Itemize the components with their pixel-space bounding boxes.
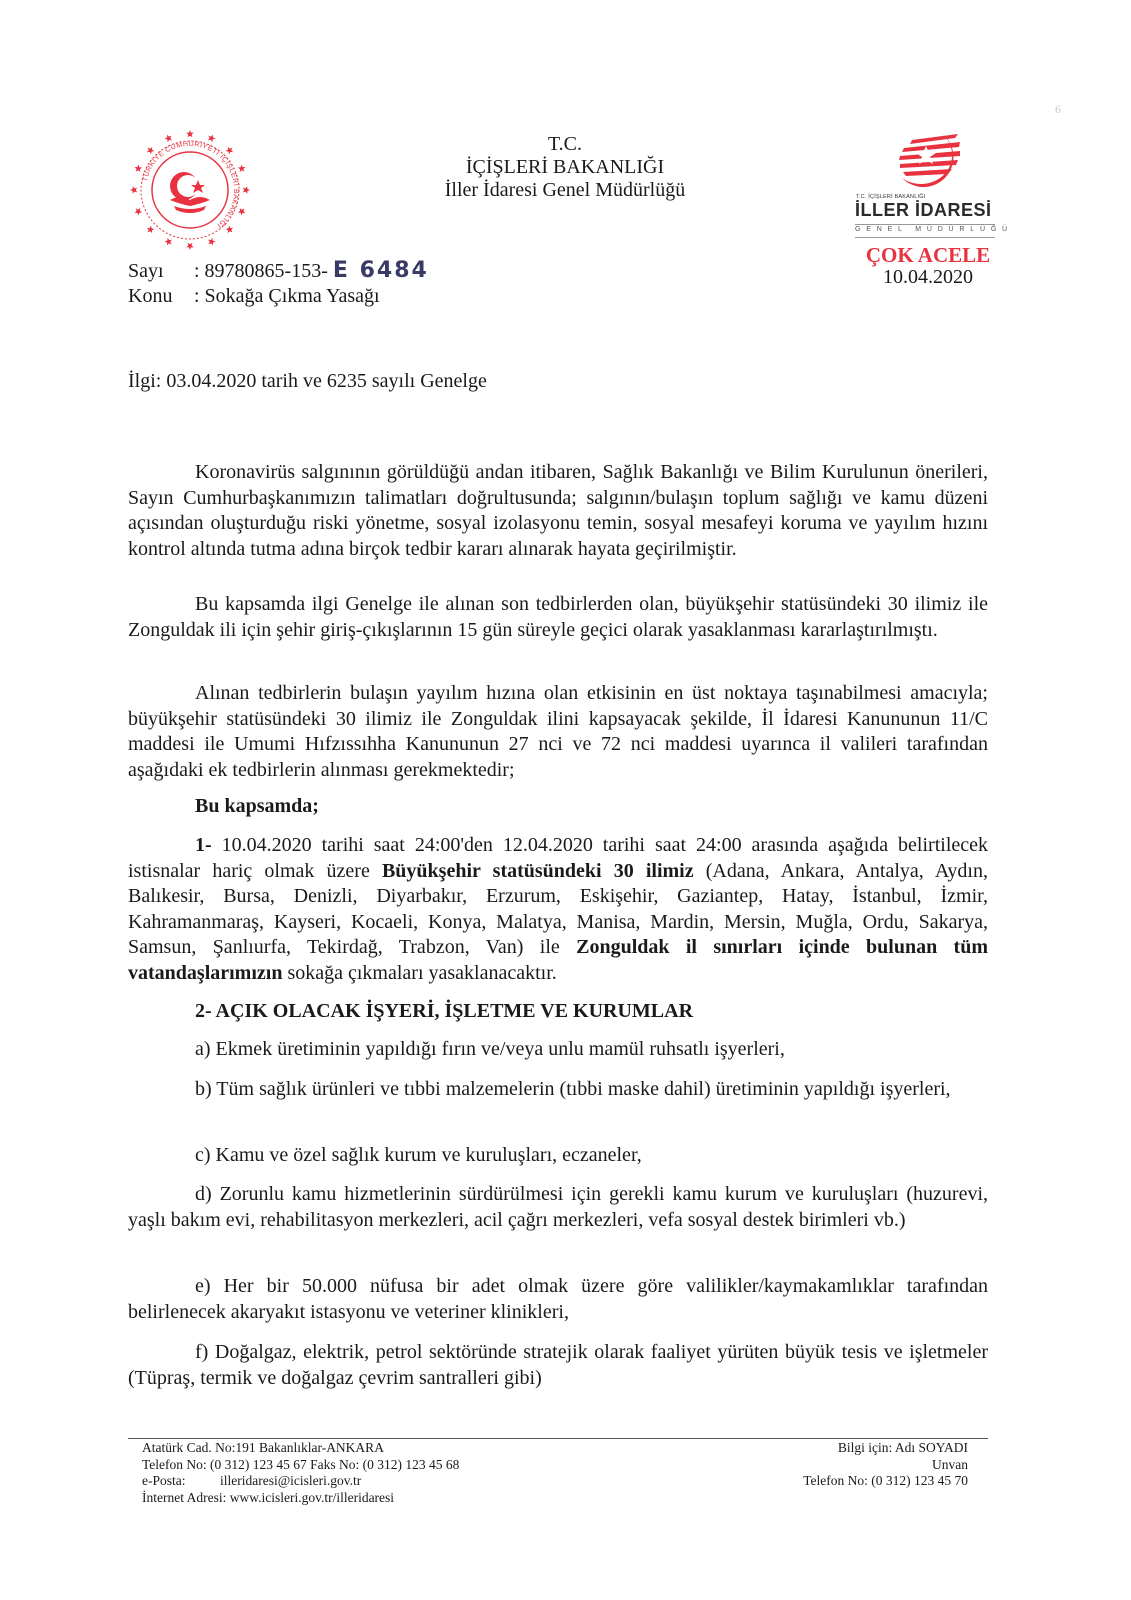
footer-email-line — [142, 1473, 459, 1490]
paragraph-3 — [128, 681, 988, 783]
footer-phone: Telefon No: (0 312) 123 45 67 Faks No: (0 312) 123 45 68 — [142, 1456, 460, 1472]
footer-info-title: Unvan — [932, 1456, 968, 1472]
paragraph-1-text: Koronavirüs salgınının görüldüğü andan itibaren, Sağlık Bakanlığı ve Bilim Kurulunun önerileri, Sayın Cumhurbaşkanımızın talimatları doğrultusunda; salgının/bulaşın toplum sağlığı ve kamu düzeni açısından oluşturduğu riski yönetme, sosyal izolasyonu temin, sosyal mesafeyi koruma ve yayılım hızını kontrol altında tutma adına birçok tedbir kararı alınarak hayata geçirilmiştir. — [128, 461, 988, 560]
seal-star-icon — [208, 238, 215, 246]
logo-title: İLLER İDARESİ — [855, 200, 992, 220]
logo-small-text: T.C. İÇİŞLERİ BAKANLIĞI — [856, 194, 926, 200]
seal-star-icon — [165, 135, 172, 143]
item-2d-text: d) Zorunlu kamu hizmetlerinin sürdürülmesi için gerekli kamu kurum ve kuruluşları (huzurevi, yaşlı bakım evi, rehabilitasyon merkezleri, acil çağrı merkezleri, vefa sosyal destek birimleri vb.) — [128, 1183, 988, 1231]
seal-star-icon — [147, 147, 155, 155]
footer-info — [740, 1440, 968, 1490]
footer-web: İnternet Adresi: www.icisleri.gov.tr/illeridaresi — [142, 1489, 395, 1505]
iller-idaresi-logo-icon — [892, 130, 962, 192]
seal-star-icon — [208, 135, 215, 143]
ministry-seal — [128, 128, 252, 252]
item-2b — [115, 1077, 988, 1103]
seal-star-icon — [165, 238, 172, 246]
footer-address: Atatürk Cad. No:191 Bakanlıklar-ANKARA — [142, 1440, 384, 1455]
seal-star-icon — [243, 186, 250, 194]
seal-star-icon — [226, 147, 234, 155]
paragraph-2-text: Bu kapsamda ilgi Genelge ile alınan son tedbirlerden olan, büyükşehir statüsündeki 30 ilimiz ile Zonguldak ili için şehir giriş-çıkışlarının 15 gün süreyle geçici olarak yasaklanması kararlaştırılmıştı. — [128, 593, 988, 641]
letterhead-directorate: İller İdaresi Genel Müdürlüğü — [444, 179, 686, 201]
document-date: 10.04.2020 — [883, 266, 973, 288]
konu-label: Konu — [128, 285, 173, 307]
seal-star-icon — [226, 226, 234, 234]
seal-star-icon — [238, 165, 246, 172]
seal-star-icon — [186, 243, 194, 250]
sayi-label: Sayı — [128, 260, 164, 282]
item-2a — [128, 1037, 988, 1063]
seal-star-icon — [186, 130, 194, 137]
konu-line — [128, 283, 380, 309]
ilgi-reference: İlgi: 03.04.2020 tarih ve 6235 sayılı Genelge — [128, 370, 487, 392]
seal-star-icon — [238, 208, 246, 215]
paragraph-1 — [128, 460, 988, 562]
logo-subtitle: GENEL MÜDÜRLÜĞÜ — [855, 226, 1013, 233]
item-2a-text: a) Ekmek üretiminin yapıldığı fırın ve/veya unlu mamül ruhsatlı işyerleri, — [195, 1038, 785, 1060]
footer-email-label: e-Posta: — [142, 1473, 186, 1488]
seal-ring-text: TÜRKİYE CUMHURİYETİ İÇİŞLERİ BAKANLIĞI — [141, 140, 240, 229]
item-1-text-c: (Adana, Ankara, Antalya, Aydın, Balıkesir, Bursa, Denizli, Diyarbakır, Erzurum, Eskişehir, Gaziantep, Hatay, İstanbul, İzmir, Kahramanmaraş, Kayseri, Kocaeli, Konya, Malatya, Manisa, Mardin, Mersin, Muğla, Ordu, Sakarya, Samsun, Şanlıurfa, Tekirdağ, Trabzon, Van) ile — [128, 859, 988, 958]
item-1 — [128, 833, 988, 986]
seal-star-icon — [147, 226, 155, 234]
footer-contact — [142, 1440, 459, 1506]
item-1-number: 1- — [195, 834, 212, 856]
corner-mark: 6 — [1055, 102, 1061, 116]
item-2d — [128, 1182, 988, 1233]
item-2-heading: 2- AÇIK OLACAK İŞYERİ, İŞLETME VE KURUMLAR — [195, 1000, 694, 1022]
footer-info-name: Bilgi için: Adı SOYADI — [837, 1440, 968, 1455]
seal-star-icon — [130, 186, 137, 194]
footer-info-phone: Telefon No: (0 312) 123 45 70 — [803, 1473, 968, 1488]
konu-value: : Sokağa Çıkma Yasağı — [194, 285, 380, 307]
item-2e — [128, 1274, 988, 1325]
paragraph-2 — [128, 592, 988, 643]
letterhead-tc: T.C. — [547, 133, 583, 155]
seal-star-icon — [135, 208, 143, 215]
item-2b-text: b) Tüm sağlık ürünleri ve tıbbi malzemelerin (tıbbi maske dahil) üretiminin yapıldığı işyerleri, — [195, 1078, 951, 1100]
item-1-text-a: 10.04.2020 tarihi saat 24:00'den 12.04.2020 tarihi saat 24:00 arasında aşağıda belirtilecek istisnalar hariç olmak üzere — [128, 834, 989, 882]
seal-star-icon — [135, 165, 143, 172]
item-2c — [128, 1143, 988, 1169]
bu-kapsamda-heading: Bu kapsamda; — [195, 795, 319, 817]
item-2e-text: e) Her bir 50.000 nüfusa bir adet olmak üzere göre valilikler/kaymakamlıklar tarafından belirlenecek akaryakıt istasyonu ve veteriner klinikleri, — [128, 1275, 988, 1323]
letterhead — [395, 133, 735, 202]
sayi-handwritten-number: E 6484 — [332, 258, 429, 283]
sayi-value: : 89780865-153- — [194, 260, 328, 282]
item-1-text-e: sokağa çıkmaları yasaklanacaktır. — [282, 961, 557, 984]
item-2f-text: f) Doğalgaz, elektrik, petrol sektöründe stratejik olarak faaliyet yürüten büyük tesis ve işletmeler (Tüpraş, termik ve doğalgaz çevrim santralleri gibi) — [128, 1341, 988, 1389]
item-1-text-d: Zonguldak il sınırları içinde bulunan tüm vatandaşlarımızın — [128, 936, 988, 984]
paragraph-3-text: Alınan tedbirlerin bulaşın yayılım hızına olan etkisinin en üst noktaya taşınabilmesi amacıyla; büyükşehir statüsündeki 30 ilimiz ile Zonguldak ilini kapsayacak şekilde, İl İdaresi Kanununun 11/C maddesi ile Umumi Hıfzıssıhha Kanununun 27 nci ve 72 nci maddesi uyarınca il valileri tarafından aşağıdaki ek tedbirlerin alınması gerekmektedir; — [128, 682, 988, 781]
ministry-seal-icon — [128, 128, 252, 252]
footer-divider — [128, 1438, 988, 1439]
iller-idaresi-logo — [892, 130, 962, 192]
footer-email: illeridaresi@icisleri.gov.tr — [220, 1473, 362, 1488]
item-2c-text: c) Kamu ve özel sağlık kurum ve kuruluşları, eczaneler, — [195, 1144, 642, 1166]
logo-divider — [855, 224, 995, 225]
urgency-label: ÇOK ACELE — [865, 243, 991, 267]
letterhead-ministry: İÇİŞLERİ BAKANLIĞI — [465, 156, 665, 178]
item-2f — [128, 1340, 988, 1391]
sayi-line — [128, 258, 429, 284]
item-1-text-b: Büyükşehir statüsündeki 30 ilimiz — [381, 859, 694, 882]
logo-divider-bottom — [855, 237, 995, 238]
